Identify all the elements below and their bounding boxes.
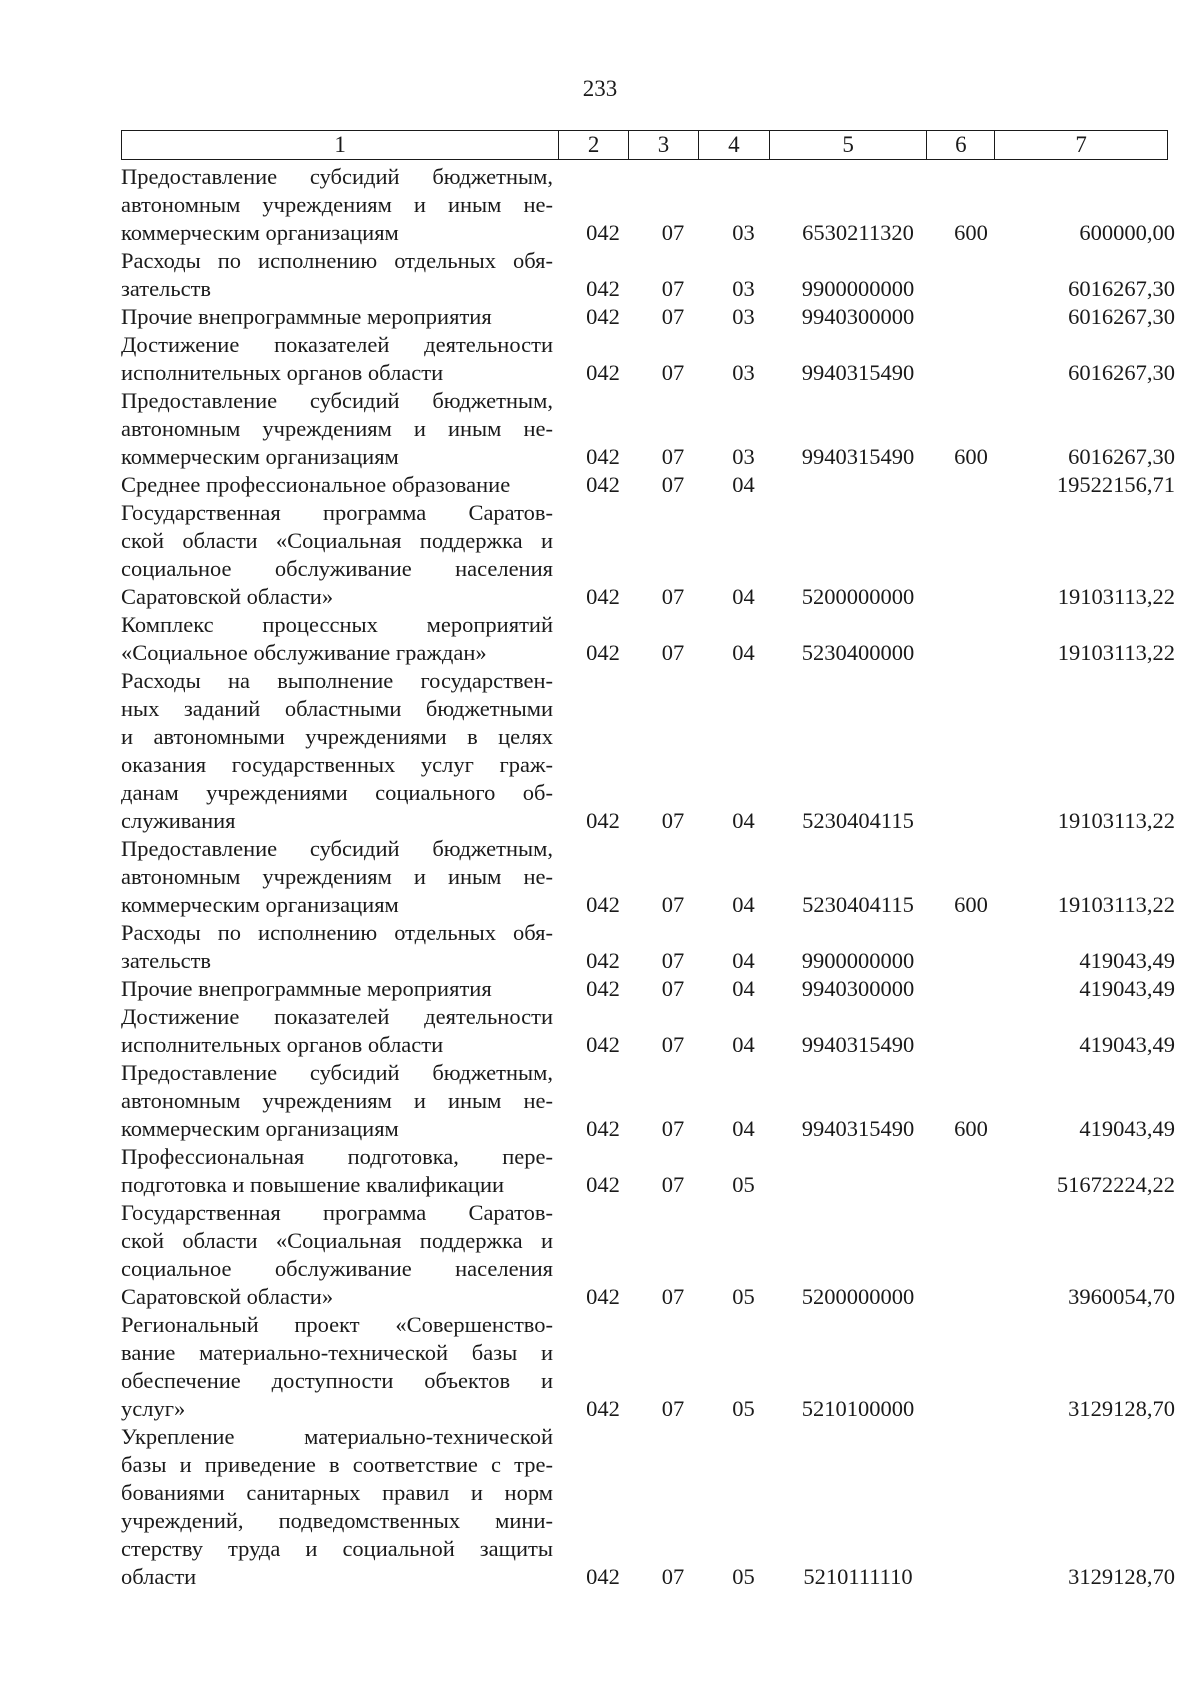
cell-col-4: 04 (732, 640, 755, 665)
description-line: Расходы на выполнение государствен- (121, 668, 553, 693)
cell-col-3: 07 (661, 640, 685, 665)
header-col-7: 7 (1075, 132, 1087, 157)
cell-col-7: 19103113,22 (1057, 584, 1175, 609)
cell-col-7: 419043,49 (1079, 948, 1175, 973)
cell-col-3: 07 (661, 976, 685, 1001)
row-description (121, 387, 553, 471)
cell-col-3: 07 (661, 276, 685, 301)
cell-col-3: 07 (661, 1172, 685, 1197)
cell-col-7: 6016267,30 (1068, 444, 1175, 469)
cell-col-5: 9940300000 (801, 976, 915, 1001)
table-row (121, 667, 1175, 835)
description-line: «Социальное обслуживание граждан» (121, 640, 487, 665)
cell-col-4: 04 (732, 808, 755, 833)
description-line: коммерческим организациям (121, 444, 399, 469)
description-line: Региональный проект «Совершенство- (121, 1312, 553, 1337)
table-row (121, 611, 1175, 667)
description-line: автономным учреждениям и иным не- (121, 864, 553, 889)
cell-col-7: 600000,00 (1079, 220, 1175, 245)
description-line: автономным учреждениям и иным не- (121, 192, 553, 217)
description-line: Прочие внепрограммные мероприятия (121, 304, 492, 329)
table-row (121, 1311, 1175, 1423)
description-line: коммерческим организациям (121, 220, 399, 245)
cell-col-7: 419043,49 (1079, 1032, 1175, 1057)
description-line: социальное обслуживание населения (121, 1256, 553, 1281)
description-line: зательств (121, 276, 212, 301)
cell-col-6: 600 (954, 220, 988, 245)
table-row (121, 1059, 1175, 1143)
description-line: Предоставление субсидий бюджетным, (121, 836, 553, 861)
description-line: исполнительных органов области (121, 1032, 444, 1057)
row-description (121, 667, 553, 835)
description-line: услуг» (121, 1396, 186, 1421)
row-description (121, 471, 553, 499)
cell-col-4: 04 (732, 1116, 755, 1141)
description-line: Предоставление субсидий бюджетным, (121, 388, 553, 413)
table-row (121, 919, 1175, 975)
description-line: Государственная программа Саратов- (121, 500, 553, 525)
description-line: Комплекс процессных мероприятий (121, 612, 553, 637)
cell-col-4: 03 (732, 444, 755, 469)
cell-col-5: 5210111110 (803, 1564, 913, 1589)
cell-col-2: 042 (586, 220, 620, 245)
cell-col-4: 05 (732, 1172, 755, 1197)
row-description (121, 303, 553, 331)
cell-col-3: 07 (661, 892, 685, 917)
table-row (121, 303, 1175, 331)
description-line: и автономными учреждениями в целях (121, 724, 553, 749)
description-line: Профессиональная подготовка, пере- (121, 1144, 553, 1169)
cell-col-2: 042 (586, 304, 620, 329)
description-line: ской области «Социальная поддержка и (121, 528, 553, 553)
table-row (121, 387, 1175, 471)
cell-col-5: 9940315490 (801, 444, 915, 469)
cell-col-5: 9940315490 (801, 360, 915, 385)
table-row (121, 331, 1175, 387)
cell-col-5: 9940315490 (801, 1116, 915, 1141)
description-line: области (121, 1564, 197, 1589)
cell-col-2: 042 (586, 584, 620, 609)
cell-col-5: 5230400000 (801, 640, 915, 665)
cell-col-4: 03 (732, 220, 755, 245)
cell-col-6: 600 (954, 444, 988, 469)
table-row (121, 835, 1175, 919)
description-line: Государственная программа Саратов- (121, 1200, 553, 1225)
description-line: Достижение показателей деятельности (121, 332, 553, 357)
cell-col-7: 3960054,70 (1068, 1284, 1175, 1309)
cell-col-3: 07 (661, 808, 685, 833)
cell-col-7: 419043,49 (1079, 1116, 1175, 1141)
cell-col-2: 042 (586, 1396, 620, 1421)
row-description (121, 1003, 553, 1059)
cell-col-2: 042 (586, 1172, 620, 1197)
cell-col-3: 07 (661, 360, 685, 385)
cell-col-4: 03 (732, 276, 755, 301)
description-line: Саратовской области» (121, 1284, 334, 1309)
row-description (121, 919, 553, 975)
row-description (121, 1199, 553, 1311)
cell-col-2: 042 (586, 472, 620, 497)
cell-col-4: 03 (732, 304, 755, 329)
cell-col-7: 19103113,22 (1057, 892, 1175, 917)
description-line: автономным учреждениям и иным не- (121, 416, 553, 441)
cell-col-6: 600 (954, 892, 988, 917)
table-row (121, 1423, 1175, 1591)
cell-col-2: 042 (586, 444, 620, 469)
table-row (121, 1199, 1175, 1311)
cell-col-4: 04 (732, 976, 755, 1001)
cell-col-4: 03 (732, 360, 755, 385)
description-line: автономным учреждениям и иным не- (121, 1088, 553, 1113)
cell-col-6: 600 (954, 1116, 988, 1141)
description-line: служивания (121, 808, 236, 833)
cell-col-3: 07 (661, 472, 685, 497)
row-description (121, 835, 553, 919)
cell-col-5: 9940300000 (801, 304, 915, 329)
cell-col-4: 04 (732, 948, 755, 973)
row-description (121, 247, 553, 303)
row-description (121, 611, 553, 667)
cell-col-4: 04 (732, 1032, 755, 1057)
cell-col-5: 9900000000 (801, 948, 915, 973)
table-row (121, 1003, 1175, 1059)
cell-col-3: 07 (661, 1284, 685, 1309)
cell-col-2: 042 (586, 808, 620, 833)
table-row (121, 1143, 1175, 1199)
description-line: базы и приведение в соответствие с тре- (121, 1452, 553, 1477)
description-line: подготовка и повышение квалификации (121, 1172, 505, 1197)
cell-col-5: 5200000000 (801, 584, 915, 609)
description-line: обеспечение доступности объектов и (121, 1368, 553, 1393)
header-col-2: 2 (559, 131, 629, 159)
cell-col-4: 05 (732, 1396, 755, 1421)
cell-col-3: 07 (661, 1564, 685, 1589)
cell-col-7: 19103113,22 (1057, 808, 1175, 833)
cell-col-7: 19103113,22 (1057, 640, 1175, 665)
cell-col-3: 07 (661, 584, 685, 609)
description-line: Среднее профессиональное образование (121, 472, 511, 497)
row-description (121, 1311, 553, 1423)
cell-col-2: 042 (586, 892, 620, 917)
table-row (121, 247, 1175, 303)
row-description (121, 163, 553, 247)
header-col-5: 5 (770, 131, 928, 159)
header-col-1: 1 (122, 131, 559, 159)
cell-col-5: 5230404115 (802, 892, 914, 917)
cell-col-5: 6530211320 (802, 220, 914, 245)
description-line: учреждений, подведомственных мини- (121, 1508, 553, 1533)
cell-col-2: 042 (586, 1032, 620, 1057)
cell-col-3: 07 (661, 1032, 685, 1057)
cell-col-5: 5230404115 (802, 808, 914, 833)
description-line: исполнительных органов области (121, 360, 444, 385)
cell-col-3: 07 (661, 948, 685, 973)
cell-col-7: 3129128,70 (1068, 1564, 1175, 1589)
table-row (121, 471, 1175, 499)
cell-col-7: 6016267,30 (1068, 360, 1175, 385)
cell-col-7: 419043,49 (1079, 976, 1175, 1001)
header-col-6: 6 (927, 131, 995, 159)
cell-col-5: 9940315490 (801, 1032, 915, 1057)
description-line: ных заданий областными бюджетными (121, 696, 553, 721)
description-line: ской области «Социальная поддержка и (121, 1228, 553, 1253)
row-description (121, 499, 553, 611)
row-description (121, 331, 553, 387)
header-col-3: 3 (629, 131, 699, 159)
table-body (121, 163, 1175, 1591)
description-line: Достижение показателей деятельности (121, 1004, 553, 1029)
cell-col-2: 042 (586, 948, 620, 973)
cell-col-5: 5200000000 (801, 1284, 915, 1309)
cell-col-3: 07 (661, 1396, 685, 1421)
cell-col-4: 05 (732, 1564, 755, 1589)
description-line: оказания государственных услуг граж- (121, 752, 553, 777)
cell-col-7: 6016267,30 (1068, 304, 1175, 329)
description-line: стерству труда и социальной защиты (121, 1536, 553, 1561)
cell-col-4: 04 (732, 584, 755, 609)
cell-col-2: 042 (586, 1284, 620, 1309)
row-description (121, 1143, 553, 1199)
cell-col-2: 042 (586, 976, 620, 1001)
cell-col-2: 042 (586, 640, 620, 665)
row-description (121, 1423, 553, 1591)
table-row (121, 163, 1175, 247)
cell-col-4: 05 (732, 1284, 755, 1309)
description-line: бованиями санитарных правил и норм (121, 1480, 553, 1505)
description-line: Укрепление материально-технической (121, 1424, 553, 1449)
cell-col-7: 3129128,70 (1068, 1396, 1175, 1421)
cell-col-2: 042 (586, 360, 620, 385)
cell-col-2: 042 (586, 1116, 620, 1141)
description-line: Саратовской области» (121, 584, 334, 609)
table-header (121, 130, 1168, 160)
cell-col-2: 042 (586, 1564, 620, 1589)
cell-col-3: 07 (661, 220, 685, 245)
cell-col-5: 5210100000 (801, 1396, 915, 1421)
description-line: данам учреждениями социального об- (121, 780, 553, 805)
description-line: вание материально-технической базы и (121, 1340, 553, 1365)
table-row (121, 975, 1175, 1003)
description-line: социальное обслуживание населения (121, 556, 553, 581)
description-line: Предоставление субсидий бюджетным, (121, 164, 553, 189)
page-number: 233 (582, 76, 618, 101)
cell-col-5: 9900000000 (801, 276, 915, 301)
cell-col-2: 042 (586, 276, 620, 301)
row-description (121, 975, 553, 1003)
row-description (121, 1059, 553, 1143)
cell-col-4: 04 (732, 472, 755, 497)
description-line: Предоставление субсидий бюджетным, (121, 1060, 553, 1085)
description-line: коммерческим организациям (121, 892, 399, 917)
description-line: коммерческим организациям (121, 1116, 399, 1141)
cell-col-7: 19522156,71 (1056, 472, 1175, 497)
description-line: Расходы по исполнению отдельных обя- (121, 248, 553, 273)
cell-col-7: 6016267,30 (1068, 276, 1175, 301)
description-line: Расходы по исполнению отдельных обя- (121, 920, 553, 945)
cell-col-3: 07 (661, 304, 685, 329)
header-col-4: 4 (699, 131, 770, 159)
cell-col-3: 07 (661, 1116, 685, 1141)
description-line: Прочие внепрограммные мероприятия (121, 976, 492, 1001)
cell-col-7: 51672224,22 (1056, 1172, 1175, 1197)
description-line: зательств (121, 948, 212, 973)
cell-col-3: 07 (661, 444, 685, 469)
cell-col-4: 04 (732, 892, 755, 917)
table-row (121, 499, 1175, 611)
